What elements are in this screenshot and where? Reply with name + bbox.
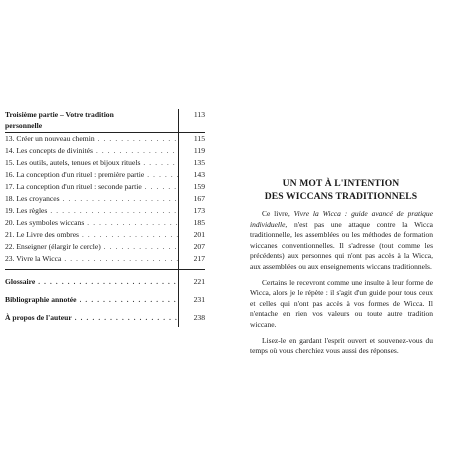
toc-entry-label: 23. Vivre la Wicca xyxy=(5,254,62,263)
toc-entry-page: 167 xyxy=(193,194,205,203)
toc-leader xyxy=(143,158,178,169)
toc-entry-label: 18. Les croyances xyxy=(5,194,60,203)
paragraph-2: Certains le recevront comme une insulte à leur forme de Wicca, alors je le répète : il s'agit d'un guide pour tous ceux et celles qui n'ont pas accès à vos formes de Wicca. Il n'entache en rien vos valeurs ou toute autre tradition wiccane. xyxy=(250,277,433,329)
toc-leader xyxy=(98,134,178,145)
toc-back-entry xyxy=(5,312,203,324)
toc-entry-label: 20. Les symboles wiccans xyxy=(5,218,85,227)
toc-entries xyxy=(5,133,203,265)
toc-entry-page: 143 xyxy=(193,170,205,179)
toc-section-title-line1: Troisième partie – Votre tradition xyxy=(5,110,114,119)
toc-entry-page: 185 xyxy=(193,218,205,227)
toc-back-page: 221 xyxy=(193,277,205,286)
right-page-body xyxy=(250,209,433,362)
toc-leader xyxy=(50,206,178,217)
toc-leader xyxy=(75,313,178,324)
toc-entry-label: 22. Enseigner (élargir le cercle) xyxy=(5,242,101,251)
toc-entry xyxy=(5,169,203,181)
paragraph-1 xyxy=(250,209,433,273)
paragraph-3: Lisez-le en gardant l'esprit ouvert et souvenez-vous du temps où vous cherchiez vous aussi des réponses. xyxy=(250,335,433,356)
toc-back-entry xyxy=(5,294,203,306)
toc-entry-page: 201 xyxy=(193,230,205,239)
toc-entry-page: 115 xyxy=(193,134,205,143)
toc-leader xyxy=(96,146,178,157)
toc-entry xyxy=(5,145,203,157)
heading-line1: UN MOT À L'INTENTION xyxy=(282,178,400,189)
toc-leader xyxy=(104,242,178,253)
toc-entry-label: 14. Les concepts de divinités xyxy=(5,146,93,155)
toc-back-label: À propos de l'auteur xyxy=(5,313,72,322)
toc-entry-page: 207 xyxy=(193,242,205,251)
toc-section-page: 113 xyxy=(193,110,205,119)
toc-entry xyxy=(5,253,203,265)
toc-entry-label: 16. La conception d'un rituel : première partie xyxy=(5,170,145,179)
toc-back-label: Bibliographie annotée xyxy=(5,295,77,304)
toc-leader xyxy=(80,295,178,306)
toc-entry-page: 135 xyxy=(193,158,205,167)
toc-section-heading xyxy=(5,109,203,131)
toc-entry-page: 159 xyxy=(193,182,205,191)
toc-entry-label: 17. La conception d'un rituel : seconde partie xyxy=(5,182,142,191)
p1-intro: Ce livre, xyxy=(262,209,294,218)
toc-section-title-line2: personnelle xyxy=(5,121,43,130)
table-of-contents xyxy=(5,109,203,324)
toc-leader xyxy=(145,182,178,193)
toc-entry-page: 119 xyxy=(193,146,205,155)
right-page-heading xyxy=(250,178,432,203)
toc-back-page: 231 xyxy=(193,295,205,304)
toc-leader xyxy=(38,277,178,288)
toc-entry xyxy=(5,157,203,169)
toc-leader xyxy=(64,254,178,265)
toc-entry-label: 19. Les règles xyxy=(5,206,48,215)
toc-leader xyxy=(147,170,178,181)
toc-entry xyxy=(5,181,203,193)
toc-entry-label: 13. Créer un nouveau chemin xyxy=(5,134,95,143)
toc-entry-page: 217 xyxy=(193,254,205,263)
toc-entry xyxy=(5,205,203,217)
toc-entry xyxy=(5,241,203,253)
toc-entry-page: 173 xyxy=(193,206,205,215)
toc-entry xyxy=(5,193,203,205)
toc-entry xyxy=(5,133,203,145)
heading-line2: DES WICCANS TRADITIONNELS xyxy=(264,190,418,202)
toc-leader xyxy=(63,194,178,205)
toc-entry xyxy=(5,229,203,241)
p1-rest: , n'est pas une attaque contre la Wicca traditionnelle, les assemblées ou les méthodes de formation wiccanes conventionnelles. Il s'adresse (tout comme les précédents) aux personnes qui n'ont pas accès à la Wicca, aux assemblées ou aux enseignements wiccans traditionnels. xyxy=(250,219,433,271)
toc-entry-label: 15. Les outils, autels, tenues et bijoux rituels xyxy=(5,158,141,167)
toc-leader xyxy=(87,218,178,229)
toc-back-entry xyxy=(5,276,203,288)
toc-back-rule xyxy=(5,269,205,270)
toc-entry-label: 21. Le Livre des ombres xyxy=(5,230,80,239)
toc-leader xyxy=(82,230,178,241)
toc-entry xyxy=(5,217,203,229)
toc-back-label: Glossaire xyxy=(5,277,36,286)
toc-back-page: 238 xyxy=(193,313,205,322)
book-title: Vivre la Wicca : guide avancé de pratique individuelle xyxy=(250,209,433,229)
